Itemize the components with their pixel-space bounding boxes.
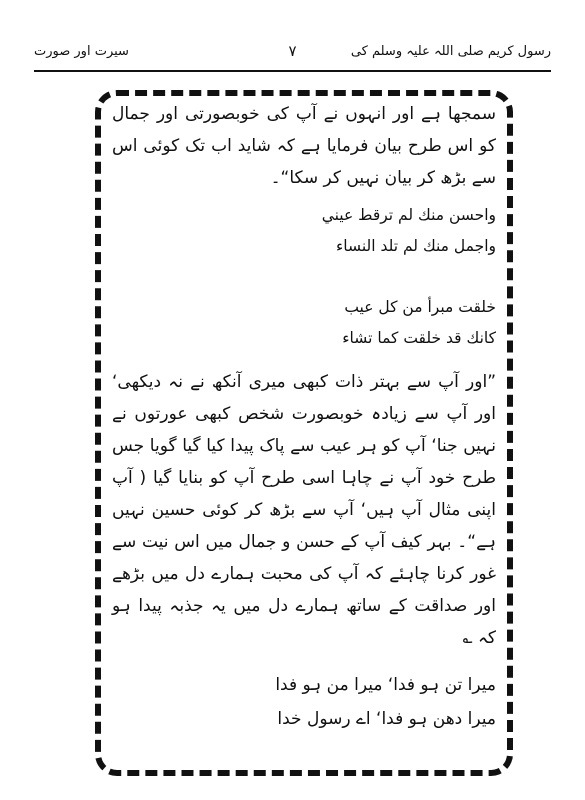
page-body (112, 98, 496, 736)
urdu-verse-group (112, 668, 496, 736)
arabic-verse-line: كانك قد خلقت كما تشاء (342, 329, 496, 347)
page-number: ۷ (288, 42, 297, 60)
header-book-title: رسول کریم صلی اللہ علیہ وسلم کی (350, 44, 551, 59)
header-rule (34, 70, 551, 72)
header-section-title: سیرت اور صورت (34, 44, 129, 59)
arabic-verse-line: واجمل منك لم تلد النساء (336, 237, 496, 255)
arabic-verse-group-1 (112, 200, 496, 262)
urdu-verse-line: میرا تن ہو فدا‘ میرا من ہو فدا (275, 675, 496, 695)
paragraph-2: ”اور آپ سے بہتر ذات کبھی میری آنکھ نے نہ دیکھی‘ اور آپ سے زیادہ خوبصورت شخص کبھی عورتوں نے نہیں جنا‘ آپ کو ہر عیب سے پاک پیدا کیا گیا گویا جس طرح خود آپ نے چاہا اسی طرح آپ کو بنایا گیا ( آپ اپنی مثال آپ ہیں‘ آپ سے بڑھ کر کوئی حسین نہیں ہے“۔ بہر کیف آپ کے حسن و جمال میں اس نیت سے غور کرنا چاہئے کہ آپ کی محبت ہمارے دل میں بڑھے اور صداقت کے ساتھ ہمارے دل میں یہ جذبہ پیدا ہو کہ ؎ (112, 372, 496, 648)
arabic-verse-line: واحسن منك لم ترقط عيني (321, 206, 496, 224)
urdu-verse-line: میرا دھن ہو فدا‘ اے رسول خدا (277, 709, 496, 729)
paragraph-1: سمجھا ہے اور انہوں نے آپ کی خوبصورتی اور جمال کو اس طرح بیان فرمایا ہے کہ شاید اب تک کوئی اس سے بڑھ کر بیان نہیں کر سکا“۔ (112, 104, 496, 188)
page-header (34, 44, 551, 70)
arabic-verse-group-2 (112, 292, 496, 354)
arabic-verse-line: خلقت مبرأ من كل عيب (344, 298, 496, 316)
verse-spacer (112, 272, 496, 288)
